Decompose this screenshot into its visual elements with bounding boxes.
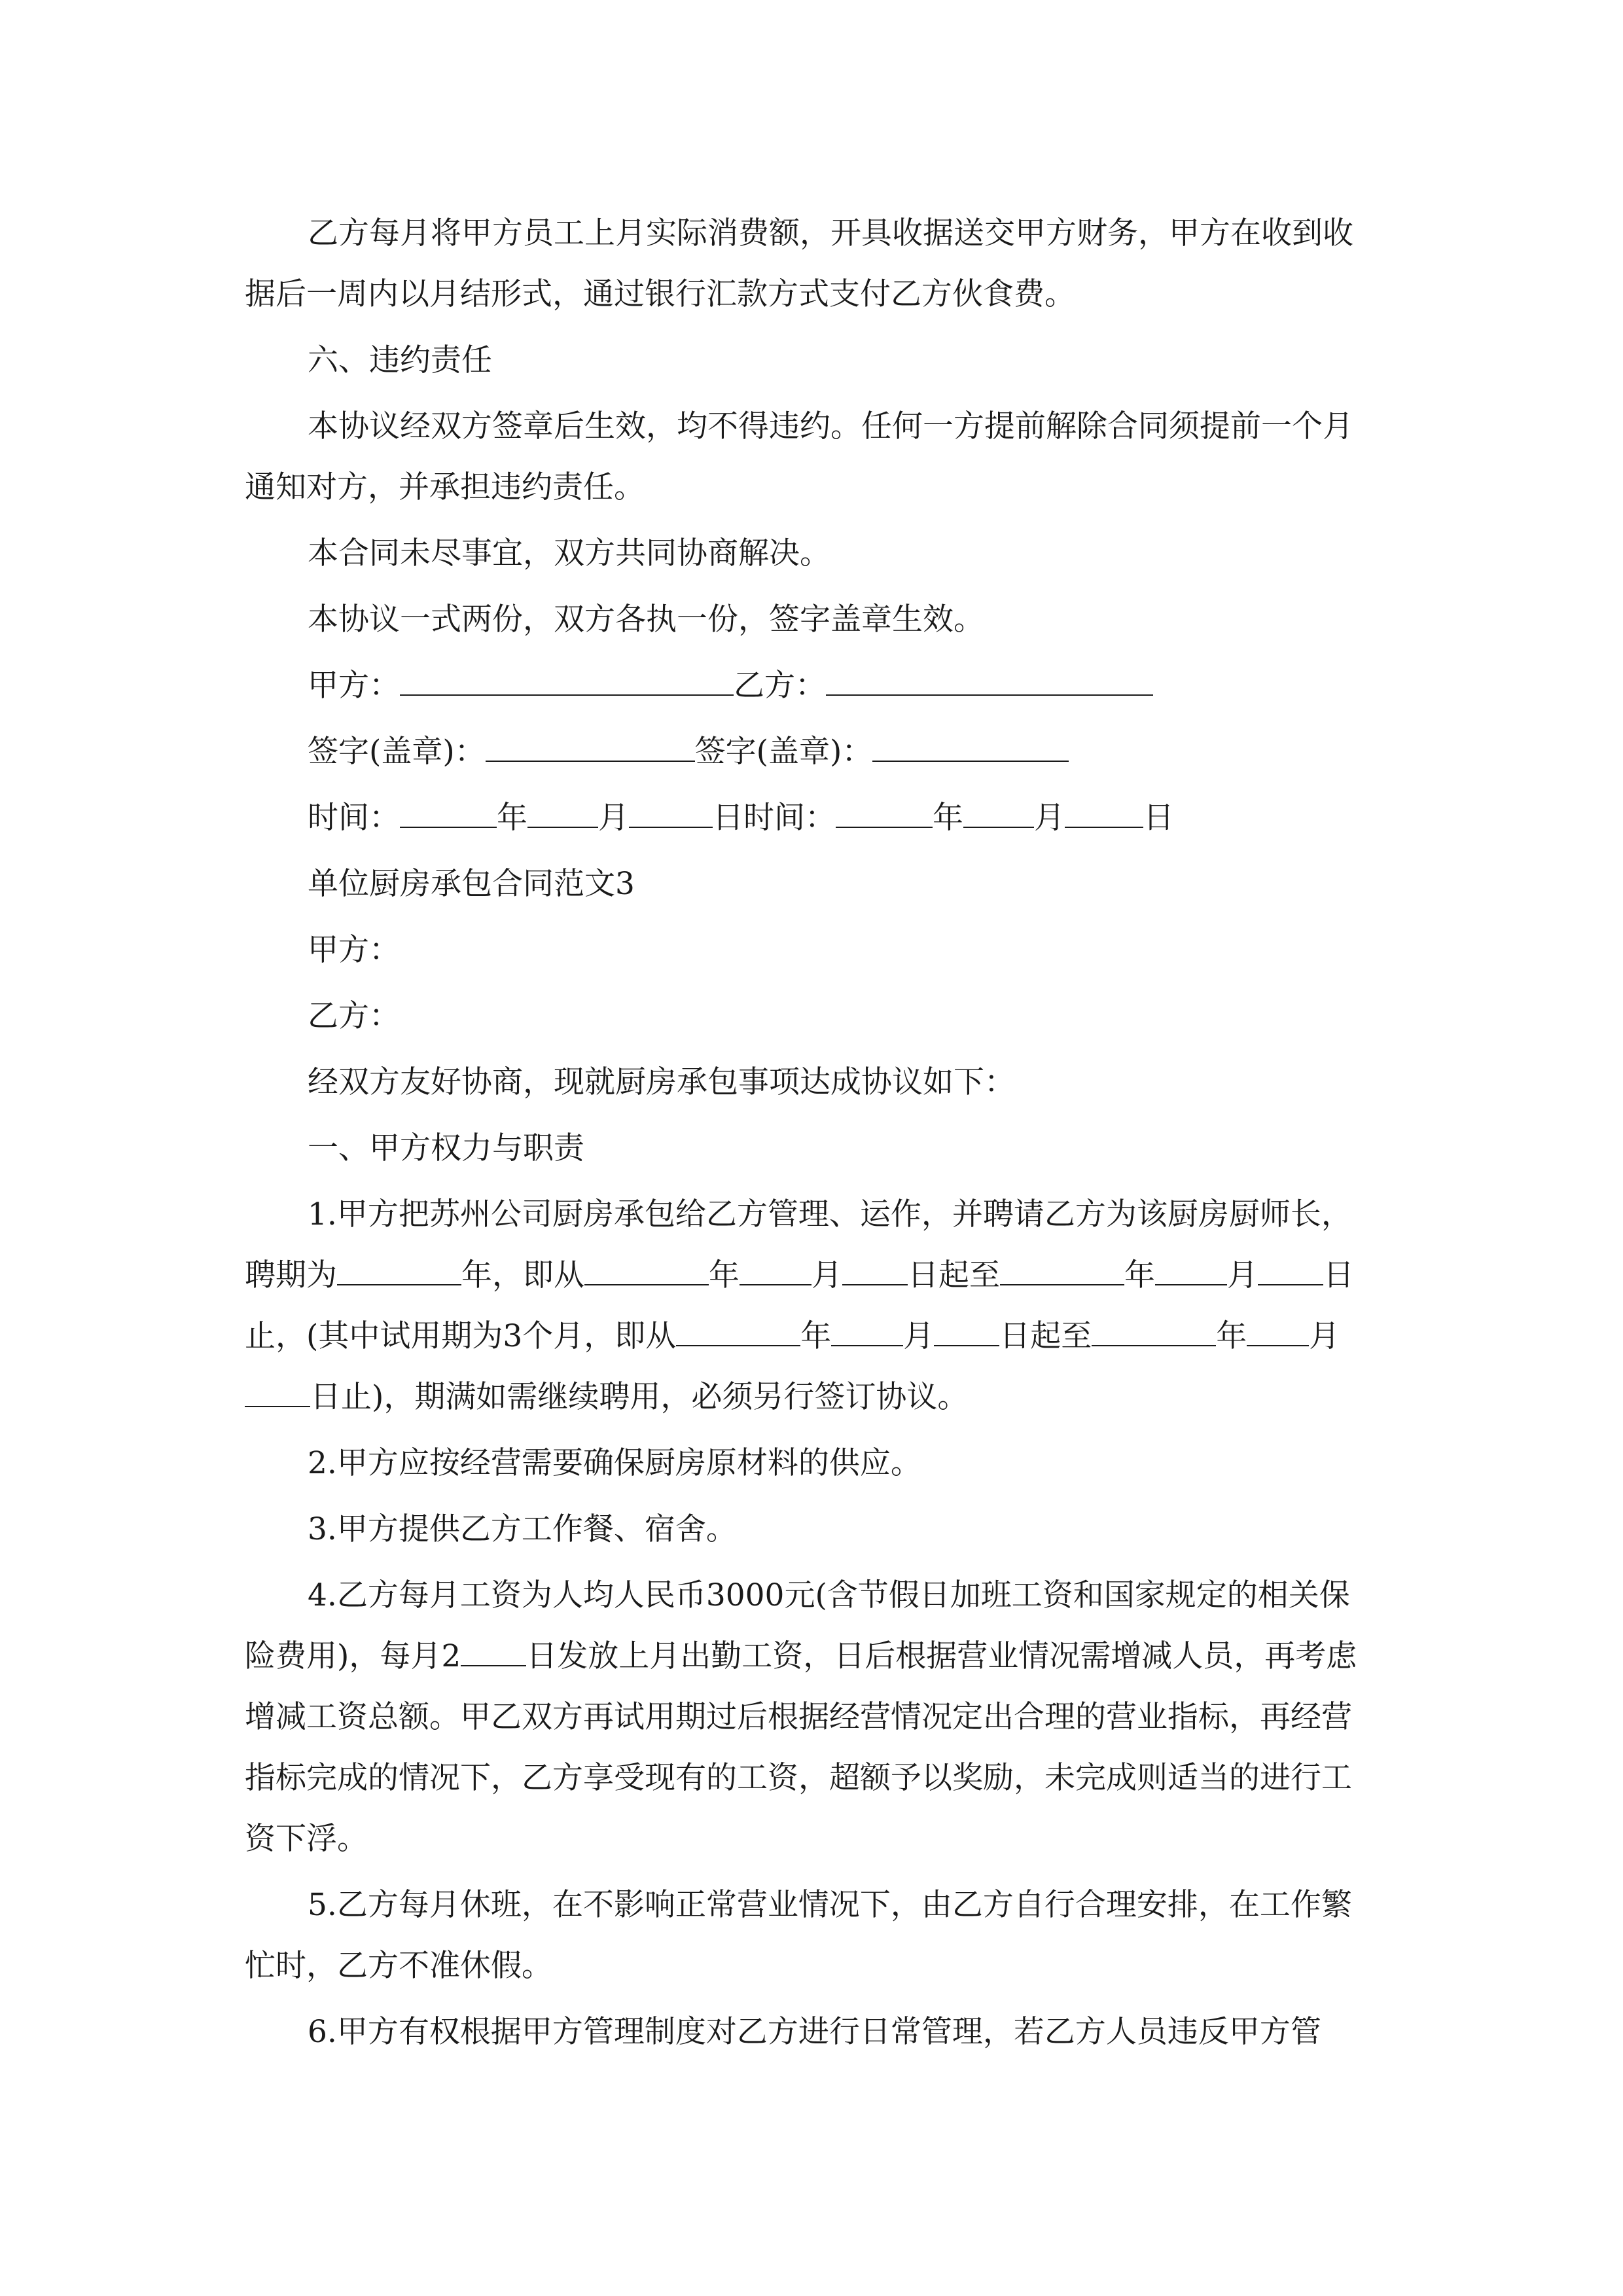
document-title: 单位厨房承包合同范文3 bbox=[308, 866, 635, 902]
clause-1-text: 日起至 bbox=[908, 1257, 1000, 1293]
clause-1-text: 年 bbox=[800, 1318, 832, 1354]
blank-start-day bbox=[842, 1258, 908, 1285]
clause-1-text: 日止)，期满如需继续聘用，必须另行签订协议。 bbox=[310, 1379, 969, 1415]
clause-4-text: 4.乙方每月工资为人均人民币3000元(含节假日加班工资和国家规定的相关保险费用)，每月2 bbox=[245, 1577, 1350, 1674]
paragraph-unresolved: 本合同未尽事宜，双方共同协商解决。 bbox=[308, 535, 830, 571]
document-body bbox=[245, 203, 1370, 2062]
blank-trial-end-year bbox=[1092, 1319, 1216, 1346]
blank-pay-day bbox=[461, 1639, 526, 1666]
blank-trial-end-month bbox=[1247, 1319, 1309, 1346]
signature-seal-line bbox=[245, 721, 1370, 782]
clause-5: 5.乙方每月休班，在不影响正常营业情况下，由乙方自行合理安排，在工作繁忙时，乙方不准休假。 bbox=[245, 1887, 1352, 1984]
clause-1-text: 年 bbox=[1216, 1318, 1247, 1354]
label-year: 年 bbox=[497, 800, 527, 836]
clause-1-text: 月 bbox=[812, 1257, 842, 1293]
blank-day-b bbox=[1065, 800, 1143, 828]
clause-2: 2.甲方应按经营需要确保厨房原材料的供应。 bbox=[308, 1445, 921, 1481]
paragraph-payment: 乙方每月将甲方员工上月实际消费额，开具收据送交甲方财务，甲方在收到收据后一周内以月结形式，通过银行汇款方式支付乙方伙食费。 bbox=[245, 215, 1353, 312]
label-month: 月 bbox=[598, 800, 629, 836]
label-seal-b: 签字(盖章)： bbox=[694, 734, 873, 770]
blank-seal-a bbox=[486, 734, 695, 762]
blank-seal-b bbox=[872, 734, 1069, 762]
section-heading-party-a-rights: 一、甲方权力与职责 bbox=[308, 1130, 584, 1166]
label-day: 日 bbox=[1143, 800, 1174, 836]
contract-party-b: 乙方： bbox=[308, 998, 400, 1034]
blank-month-b bbox=[963, 800, 1034, 828]
signature-party-line bbox=[245, 655, 1370, 716]
clause-3: 3.甲方提供乙方工作餐、宿舍。 bbox=[308, 1511, 737, 1547]
blank-year-b bbox=[836, 800, 933, 828]
blank-trial-end-day bbox=[245, 1380, 310, 1407]
clause-6: 6.甲方有权根据甲方管理制度对乙方进行日常管理，若乙方人员违反甲方管 bbox=[308, 2014, 1321, 2050]
blank-start-month bbox=[740, 1258, 812, 1285]
clause-1-text: 年 bbox=[709, 1257, 740, 1293]
blank-end-month bbox=[1155, 1258, 1227, 1285]
label-seal-a: 签字(盖章)： bbox=[308, 734, 486, 770]
blank-year-a bbox=[400, 800, 497, 828]
clause-4 bbox=[245, 1565, 1370, 1869]
clause-1-text: 年 bbox=[1124, 1257, 1155, 1293]
blank-end-year bbox=[1000, 1258, 1124, 1285]
paragraph-effective: 本协议经双方签章后生效，均不得违约。任何一方提前解除合同须提前一个月通知对方，并承担违约责任。 bbox=[245, 408, 1353, 505]
blank-party-a bbox=[400, 668, 734, 696]
clause-1-text: 月 bbox=[1309, 1318, 1340, 1354]
label-year: 年 bbox=[933, 800, 963, 836]
clause-1-text: 日止，(其中试用期为3个月，即从 bbox=[245, 1257, 1354, 1354]
blank-end-day bbox=[1258, 1258, 1323, 1285]
label-party-b: 乙方： bbox=[734, 668, 826, 704]
label-time-a: 时间： bbox=[308, 800, 400, 836]
paragraph-copies: 本协议一式两份，双方各执一份，签字盖章生效。 bbox=[308, 601, 984, 637]
blank-trial-start-day bbox=[934, 1319, 999, 1346]
blank-month-a bbox=[527, 800, 598, 828]
clause-4-text: 日发放上月出勤工资，日后根据营业情况需增减人员，再考虑增减工资总额。甲乙双方再试用期过后根据经营情况定出合理的营业指标，再经营指标完成的情况下，乙方享受现有的工资，超额予以奖励，未完成则适当的进行工资下浮。 bbox=[245, 1638, 1357, 1857]
label-party-a: 甲方： bbox=[308, 668, 400, 704]
signature-date-line bbox=[245, 787, 1370, 848]
label-time-b: 日时间： bbox=[713, 800, 836, 836]
section-heading-breach: 六、违约责任 bbox=[308, 342, 492, 378]
clause-1 bbox=[245, 1184, 1370, 1427]
blank-trial-start-year bbox=[676, 1319, 800, 1346]
clause-1-text: 日起至 bbox=[999, 1318, 1092, 1354]
blank-start-year bbox=[584, 1258, 709, 1285]
clause-1-text: 月 bbox=[1227, 1257, 1258, 1293]
clause-1-text: 月 bbox=[903, 1318, 935, 1354]
blank-term bbox=[337, 1258, 461, 1285]
clause-1-text: 年，即从 bbox=[461, 1257, 584, 1293]
blank-day-a bbox=[629, 800, 713, 828]
contract-intro: 经双方友好协商，现就厨房承包事项达成协议如下： bbox=[308, 1064, 1015, 1100]
contract-party-a: 甲方： bbox=[308, 932, 400, 968]
clause-1-text: 1.甲方把苏州公司厨房承包给乙方管理、运作，并聘请乙方为该厨房厨师长，聘期为 bbox=[245, 1196, 1352, 1293]
label-month: 月 bbox=[1034, 800, 1065, 836]
blank-party-b bbox=[826, 668, 1153, 696]
blank-trial-start-month bbox=[831, 1319, 903, 1346]
